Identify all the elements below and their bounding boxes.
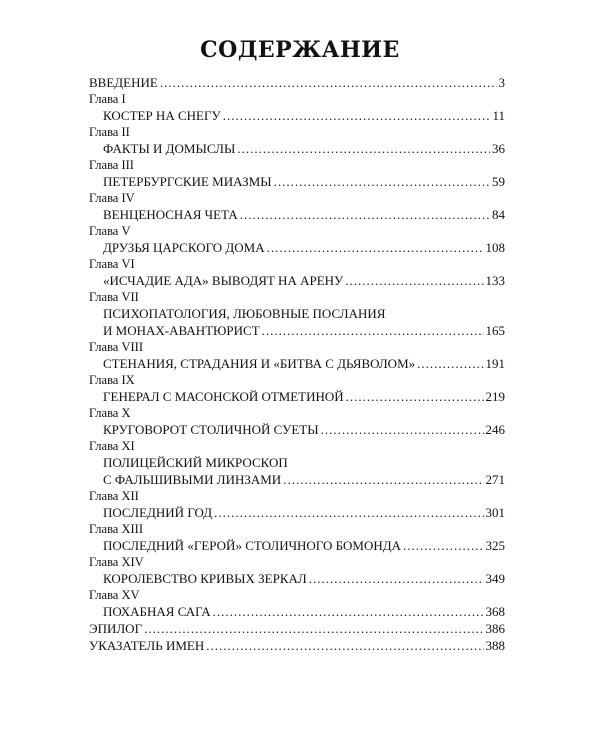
chapter-title: ПОСЛЕДНИЙ ГОД <box>103 505 213 520</box>
toc-entry <box>89 521 505 554</box>
toc-line <box>89 74 505 91</box>
chapter-title: ПОХАБНАЯ САГА <box>103 604 211 619</box>
chapter-title: ПЕТЕРБУРГСКИЕ МИАЗМЫ <box>103 174 272 189</box>
page-title: СОДЕРЖАНИЕ <box>200 37 400 63</box>
toc-line <box>89 140 505 157</box>
chapter-title: ГЕНЕРАЛ С МАСОНСКОЙ ОТМЕТИНОЙ <box>103 389 344 404</box>
toc-entry <box>89 554 505 587</box>
toc-line <box>89 620 505 637</box>
chapter-label: Глава V <box>89 224 131 238</box>
chapter-title: КОСТЕР НА СНЕГУ <box>103 108 221 123</box>
chapter-title: ДРУЗЬЯ ЦАРСКОГО ДОМА <box>103 240 265 255</box>
page-number: 386 <box>485 621 505 636</box>
toc-entry <box>89 438 505 488</box>
toc-line <box>89 272 505 289</box>
chapter-label: Глава X <box>89 406 131 420</box>
toc-entry <box>89 223 505 256</box>
toc-line <box>89 471 505 488</box>
chapter-title: КОРОЛЕВСТВО КРИВЫХ ЗЕРКАЛ <box>103 571 307 586</box>
toc-line <box>89 388 505 405</box>
toc-entry <box>89 289 505 339</box>
chapter-title: ЭПИЛОГ <box>89 621 143 636</box>
page-number: 84 <box>492 207 505 222</box>
chapter-title: СТЕНАНИЯ, СТРАДАНИЯ И «БИТВА С ДЬЯВОЛОМ» <box>103 356 416 371</box>
chapter-label: Глава IV <box>89 191 135 205</box>
chapter-title: С ФАЛЬШИВЫМИ ЛИНЗАМИ <box>103 472 282 487</box>
toc-entry <box>89 157 505 190</box>
page-number: 191 <box>485 356 505 371</box>
toc-line <box>89 322 505 339</box>
page-number: 165 <box>485 323 505 338</box>
page-number: 11 <box>492 108 505 123</box>
chapter-title: ПОСЛЕДНИЙ «ГЕРОЙ» СТОЛИЧНОГО БОМОНДА <box>103 538 401 553</box>
toc-line <box>89 637 505 654</box>
toc-entry <box>89 587 505 620</box>
dot-leader <box>223 107 491 124</box>
page-number: 368 <box>485 604 505 619</box>
toc-entry <box>89 339 505 372</box>
chapter-label: Глава VIII <box>89 340 143 354</box>
chapter-title: ВЕНЦЕНОСНАЯ ЧЕТА <box>103 207 238 222</box>
dot-leader <box>160 74 497 91</box>
toc-line <box>89 173 505 190</box>
chapter-title: ФАКТЫ И ДОМЫСЛЫ <box>103 141 236 156</box>
page-number: 301 <box>485 505 505 520</box>
toc-entry <box>89 637 505 654</box>
chapter-title: ПОЛИЦЕЙСКИЙ МИКРОСКОП <box>103 455 288 470</box>
page-number: 246 <box>485 422 505 437</box>
dot-leader <box>144 620 483 637</box>
dot-leader <box>262 322 484 339</box>
chapter-label: Глава I <box>89 92 126 106</box>
toc-line <box>89 504 505 521</box>
dot-leader <box>214 504 483 521</box>
chapter-title: И МОНАХ-АВАНТЮРИСТ <box>103 323 260 338</box>
page-number: 3 <box>498 75 505 90</box>
toc-entry <box>89 372 505 405</box>
page-number: 59 <box>492 174 505 189</box>
toc-line <box>89 421 505 438</box>
chapter-title: «ИСЧАДИЕ АДА» ВЫВОДЯТ НА АРЕНУ <box>103 273 344 288</box>
dot-leader <box>321 421 484 438</box>
toc-entry <box>89 620 505 637</box>
page-number: 349 <box>485 571 505 586</box>
toc-line <box>89 206 505 223</box>
dot-leader <box>267 239 484 256</box>
toc-entry <box>89 190 505 223</box>
toc-line <box>89 355 505 372</box>
dot-leader <box>345 272 483 289</box>
dot-leader <box>213 603 484 620</box>
toc-line <box>89 107 505 124</box>
chapter-title: УКАЗАТЕЛЬ ИМЕН <box>89 638 205 653</box>
dot-leader <box>309 570 484 587</box>
toc-entry <box>89 488 505 521</box>
chapter-label: Глава IX <box>89 373 135 387</box>
toc-entry <box>89 405 505 438</box>
chapter-label: Глава XV <box>89 588 140 602</box>
chapter-label: Глава VII <box>89 290 139 304</box>
chapter-label: Глава XIV <box>89 555 144 569</box>
page-number: 133 <box>485 273 505 288</box>
page-number: 325 <box>485 538 505 553</box>
dot-leader <box>417 355 483 372</box>
dot-leader <box>206 637 483 654</box>
toc-line <box>89 537 505 554</box>
chapter-label: Глава II <box>89 125 130 139</box>
page-number: 36 <box>492 141 505 156</box>
page-number: 388 <box>485 638 505 653</box>
chapter-title: КРУГОВОРОТ СТОЛИЧНОЙ СУЕТЫ <box>103 422 319 437</box>
page-number: 219 <box>485 389 505 404</box>
table-of-contents <box>89 74 505 654</box>
chapter-label: Глава III <box>89 158 134 172</box>
toc-line <box>89 570 505 587</box>
chapter-title: ПСИХОПАТОЛОГИЯ, ЛЮБОВНЫЕ ПОСЛАНИЯ <box>103 306 386 321</box>
page-number: 108 <box>485 240 505 255</box>
toc-line <box>89 603 505 620</box>
toc-entry <box>89 124 505 157</box>
toc-entry <box>89 256 505 289</box>
chapter-label: Глава XI <box>89 439 135 453</box>
toc-entry <box>89 74 505 91</box>
dot-leader <box>240 206 490 223</box>
dot-leader <box>274 173 490 190</box>
dot-leader <box>346 388 484 405</box>
dot-leader <box>403 537 484 554</box>
chapter-label: Глава VI <box>89 257 135 271</box>
toc-entry <box>89 91 505 124</box>
dot-leader <box>237 140 490 157</box>
chapter-title: ВВЕДЕНИЕ <box>89 75 158 90</box>
chapter-label: Глава XIII <box>89 522 143 536</box>
chapter-label: Глава XII <box>89 489 139 503</box>
page-number: 271 <box>485 472 505 487</box>
toc-line <box>89 239 505 256</box>
dot-leader <box>283 471 483 488</box>
